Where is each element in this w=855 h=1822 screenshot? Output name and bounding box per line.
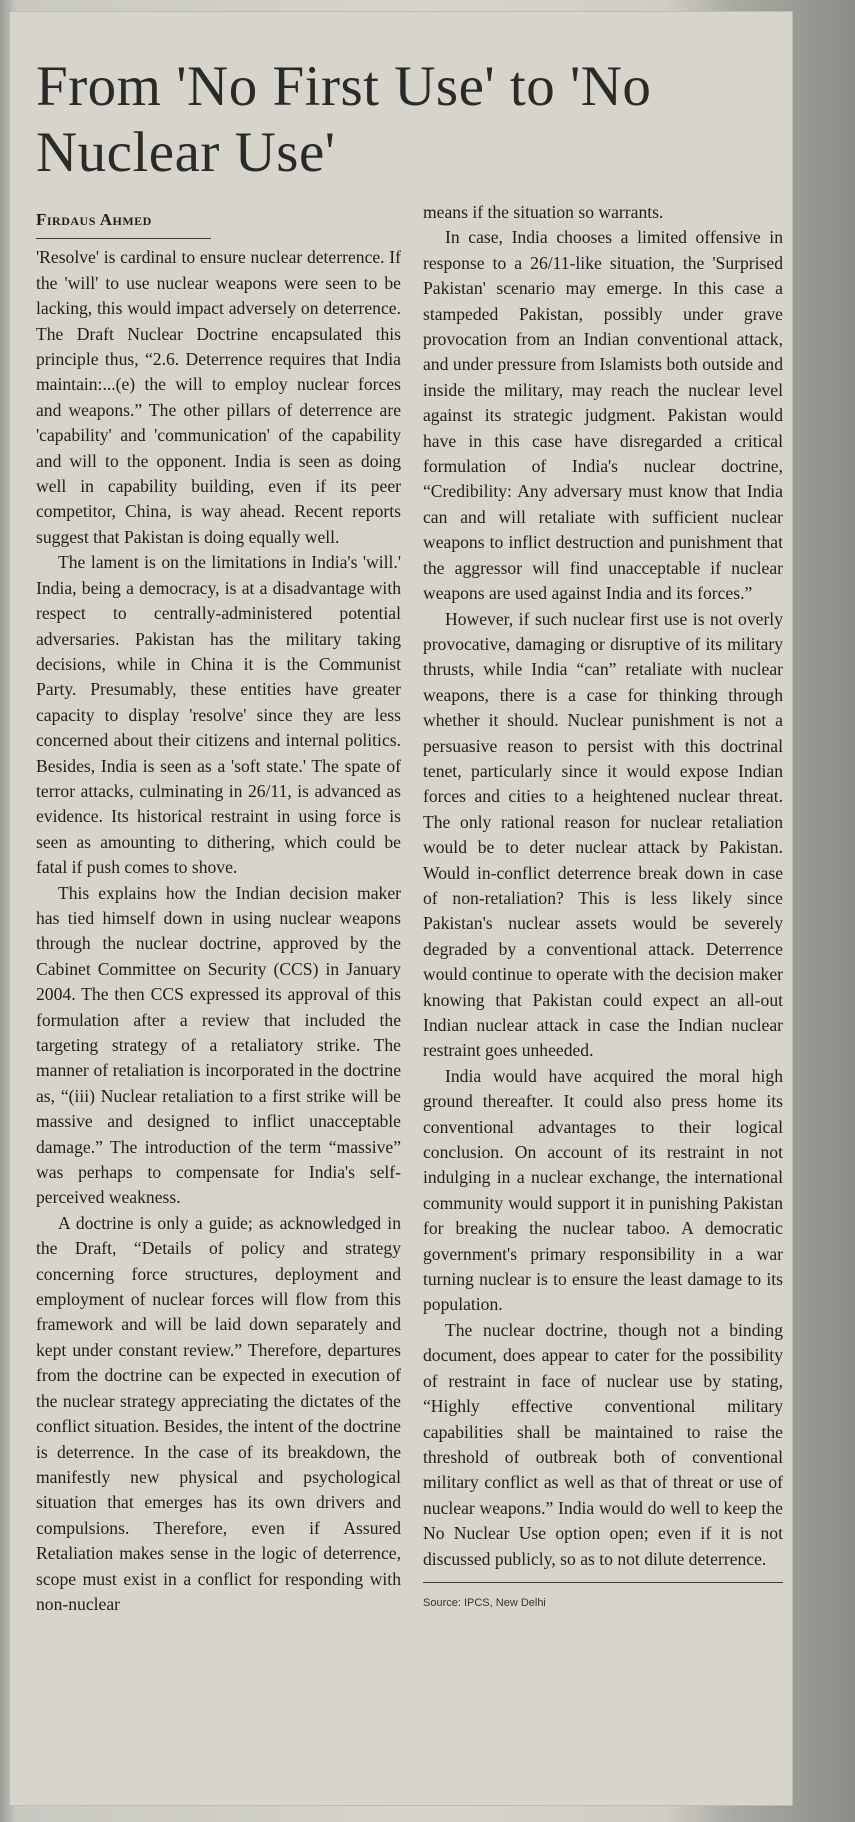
paragraph: The nuclear doctrine, though not a binding document, does appear to cater for the possibility of restraint in face of nuclear use by stating, “Highly effective conventional military capabilities shall be maintained to raise the threshold of outbreak both of conventional military conflict as well as that of threat or use of nuclear weapons.” India would do well to keep the No Nuclear Use option open; even if it is not discussed publicly, so as to not dilute deterrence. (423, 1319, 783, 1569)
left-column (36, 207, 401, 1617)
paragraph: A doctrine is only a guide; as acknowledged in the Draft, “Details of policy and strategy concerning force structures, deployment and employment of nuclear forces will flow from this framework and will be laid down separately and kept under constant review.” Therefore, departures from the doctrine can be expected in execution of the nuclear strategy appreciating the dictates of the conflict situation. Besides, the intent of the doctrine is deterrence. In the case of its breakdown, the manifestly new physical and psychological situation that emerges has its own drivers and compulsions. Therefore, even if Assured Retaliation makes sense in the logic of deterrence, scope must exist in a conflict for responding with non-nuclear (36, 1212, 401, 1614)
paragraph: This explains how the Indian decision maker has tied himself down in using nuclear weapons through the nuclear doctrine, approved by the Cabinet Committee on Security (CCS) in January 2004. The then CCS expressed its approval of this formulation after a review that included the targeting strategy of a retaliatory strike. The manner of retaliation is incorporated in the doctrine as, “(iii) Nuclear retaliation to a first strike will be massive and designed to inflict unacceptable damage.” The introduction of the term “massive” was perhaps to compensate for India's self-perceived weakness. (36, 882, 401, 1208)
paragraph: However, if such nuclear first use is not overly provocative, damaging or disruptive of its military thrusts, while India “can” retaliate with nuclear weapons, there is a case for thinking through whether it should. Nuclear punishment is not a persuasive reason to persist with this doctrinal tenet, particularly since it would expose Indian forces and cities to a heightened nuclear threat. The only rational reason for nuclear retaliation would be to deter nuclear attack by Pakistan. Would in-conflict deterrence break down in case of non-retaliation? This is less likely since Pakistan's nuclear assets would be severely degraded by a conventional attack. Deterrence would continue to operate with the decision maker knowing that Pakistan could expect an all-out Indian nuclear attack in case the Indian nuclear restraint goes unheeded. (423, 608, 783, 1061)
byline: Firdaus Ahmed (36, 207, 211, 239)
source-credit: Source: IPCS, New Delhi (423, 1596, 546, 1609)
end-rule (423, 1582, 783, 1583)
paragraph: In case, India chooses a limited offensive in response to a 26/11-like situation, the 'Surprised Pakistan' scenario may emerge. In this case a stampeded Pakistan, possibly under grave provocation from an Indian conventional attack, and under pressure from Islamists both outside and inside the military, may reach the nuclear level against its strategic judgment. Pakistan would have in this case have disregarded a critical formulation of India's nuclear doctrine, “Credibility: Any adversary must know that India can and will retaliate with sufficient nuclear weapons to inflict destruction and punishment that the aggressor will find unacceptable if nuclear weapons are used against India and its forces.” (423, 227, 783, 604)
paragraph: 'Resolve' is cardinal to ensure nuclear deterrence. If the 'will' to use nuclear weapons were seen to be lacking, this would impact adversely on deterrence. The Draft Nuclear Doctrine encapsulated this principle thus, “2.6. Deterrence requires that India maintain:...(e) the will to employ nuclear forces and weapons.” The other pillars of deterrence are 'capability' and 'communication' of the capability and will to the opponent. India is seen as doing well in capability building, even if its peer competitor, China, is way ahead. Recent reports suggest that Pakistan is doing equally well. (36, 247, 401, 547)
paragraph-continuation: means if the situation so warrants. (423, 202, 664, 222)
article-headline: From 'No First Use' to 'No Nuclear Use' (36, 55, 652, 184)
right-column (423, 200, 783, 1616)
newspaper-clipping (10, 12, 792, 1805)
paragraph: The lament is on the limitations in India's 'will.' India, being a democracy, is at a disadvantage with respect to centrally-administered potential adversaries. Pakistan has the military taking decisions, while in China it is the Communist Party. Presumably, these entities have greater capacity to display 'resolve' since they are less concerned about their citizens and internal politics. Besides, India is seen as a 'soft state.' The spate of terror attacks, culminating in 26/11, is advanced as evidence. Its historical restraint in using force is seen as amounting to dithering, which could be fatal if push comes to shove. (36, 552, 401, 878)
paragraph: India would have acquired the moral high ground thereafter. It could also press home its conventional advantages to their logical conclusion. On account of its restraint in not indulging in a nuclear exchange, the international community would support it in punishing Pakistan for breaking the nuclear taboo. A democratic government's primary responsibility in a war turning nuclear is to ensure the least damage to its population. (423, 1065, 783, 1315)
